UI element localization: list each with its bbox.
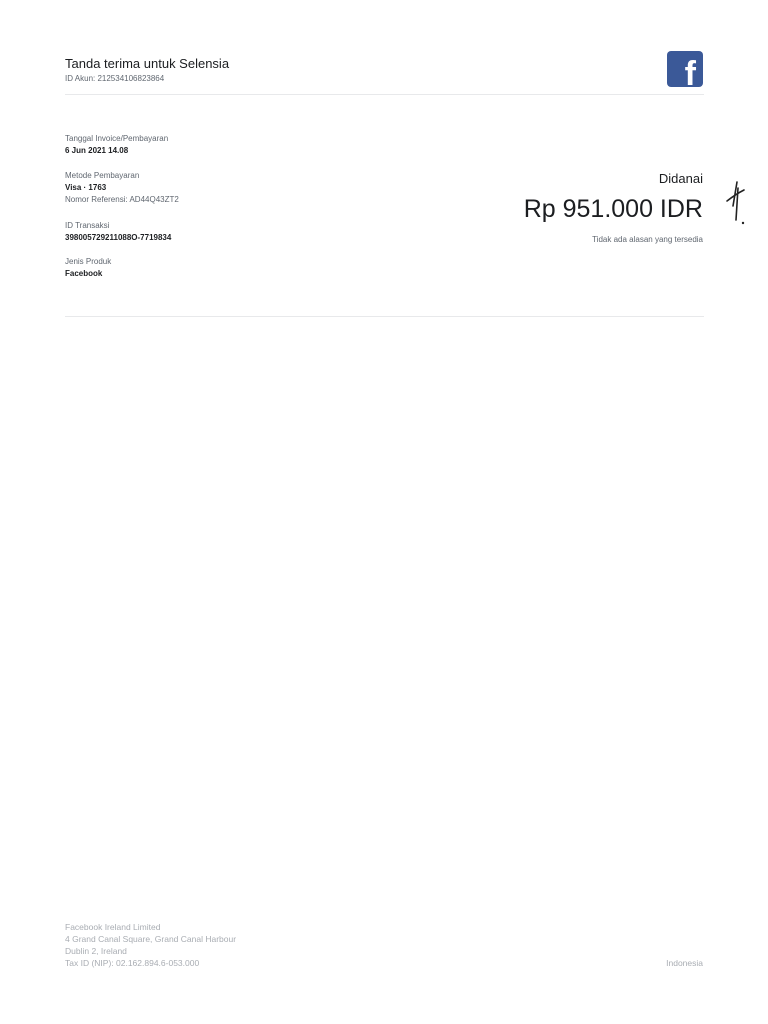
invoice-date-label: Tanggal Invoice/Pembayaran bbox=[65, 134, 169, 143]
receipt-title: Tanda terima untuk Selensia bbox=[65, 56, 230, 71]
product-type-label: Jenis Produk bbox=[65, 257, 112, 266]
status-reason: Tidak ada alasan yang tersedia bbox=[592, 235, 703, 244]
footer-address bbox=[65, 921, 236, 969]
transaction-id-value: 398005729211088O-7719834 bbox=[65, 233, 172, 242]
product-type-value: Facebook bbox=[65, 269, 103, 278]
footer-address-line1: 4 Grand Canal Square, Grand Canal Harbour bbox=[65, 934, 237, 944]
payment-status: Didanai bbox=[658, 171, 703, 186]
payment-method-value: Visa · 1763 bbox=[65, 183, 107, 192]
content-divider bbox=[65, 316, 704, 317]
footer-tax-id: Tax ID (NIP): 02.162.894.6-053.000 bbox=[65, 958, 200, 968]
account-id: ID Akun: 212534106823864 bbox=[65, 74, 165, 83]
facebook-logo-icon: f bbox=[667, 51, 703, 87]
invoice-date-value: 6 Jun 2021 14.08 bbox=[65, 146, 129, 155]
header-divider bbox=[65, 94, 704, 95]
footer-address-line2: Dublin 2, Ireland bbox=[65, 946, 127, 956]
handwritten-mark bbox=[724, 178, 754, 230]
payment-amount: Rp 951.000 IDR bbox=[523, 195, 703, 223]
transaction-id-label: ID Transaksi bbox=[65, 221, 110, 230]
payment-method-label: Metode Pembayaran bbox=[65, 171, 140, 180]
footer-company: Facebook Ireland Limited bbox=[65, 922, 161, 932]
footer-country: Indonesia bbox=[666, 958, 703, 968]
reference-number: Nomor Referensi: AD44Q43ZT2 bbox=[65, 195, 179, 204]
